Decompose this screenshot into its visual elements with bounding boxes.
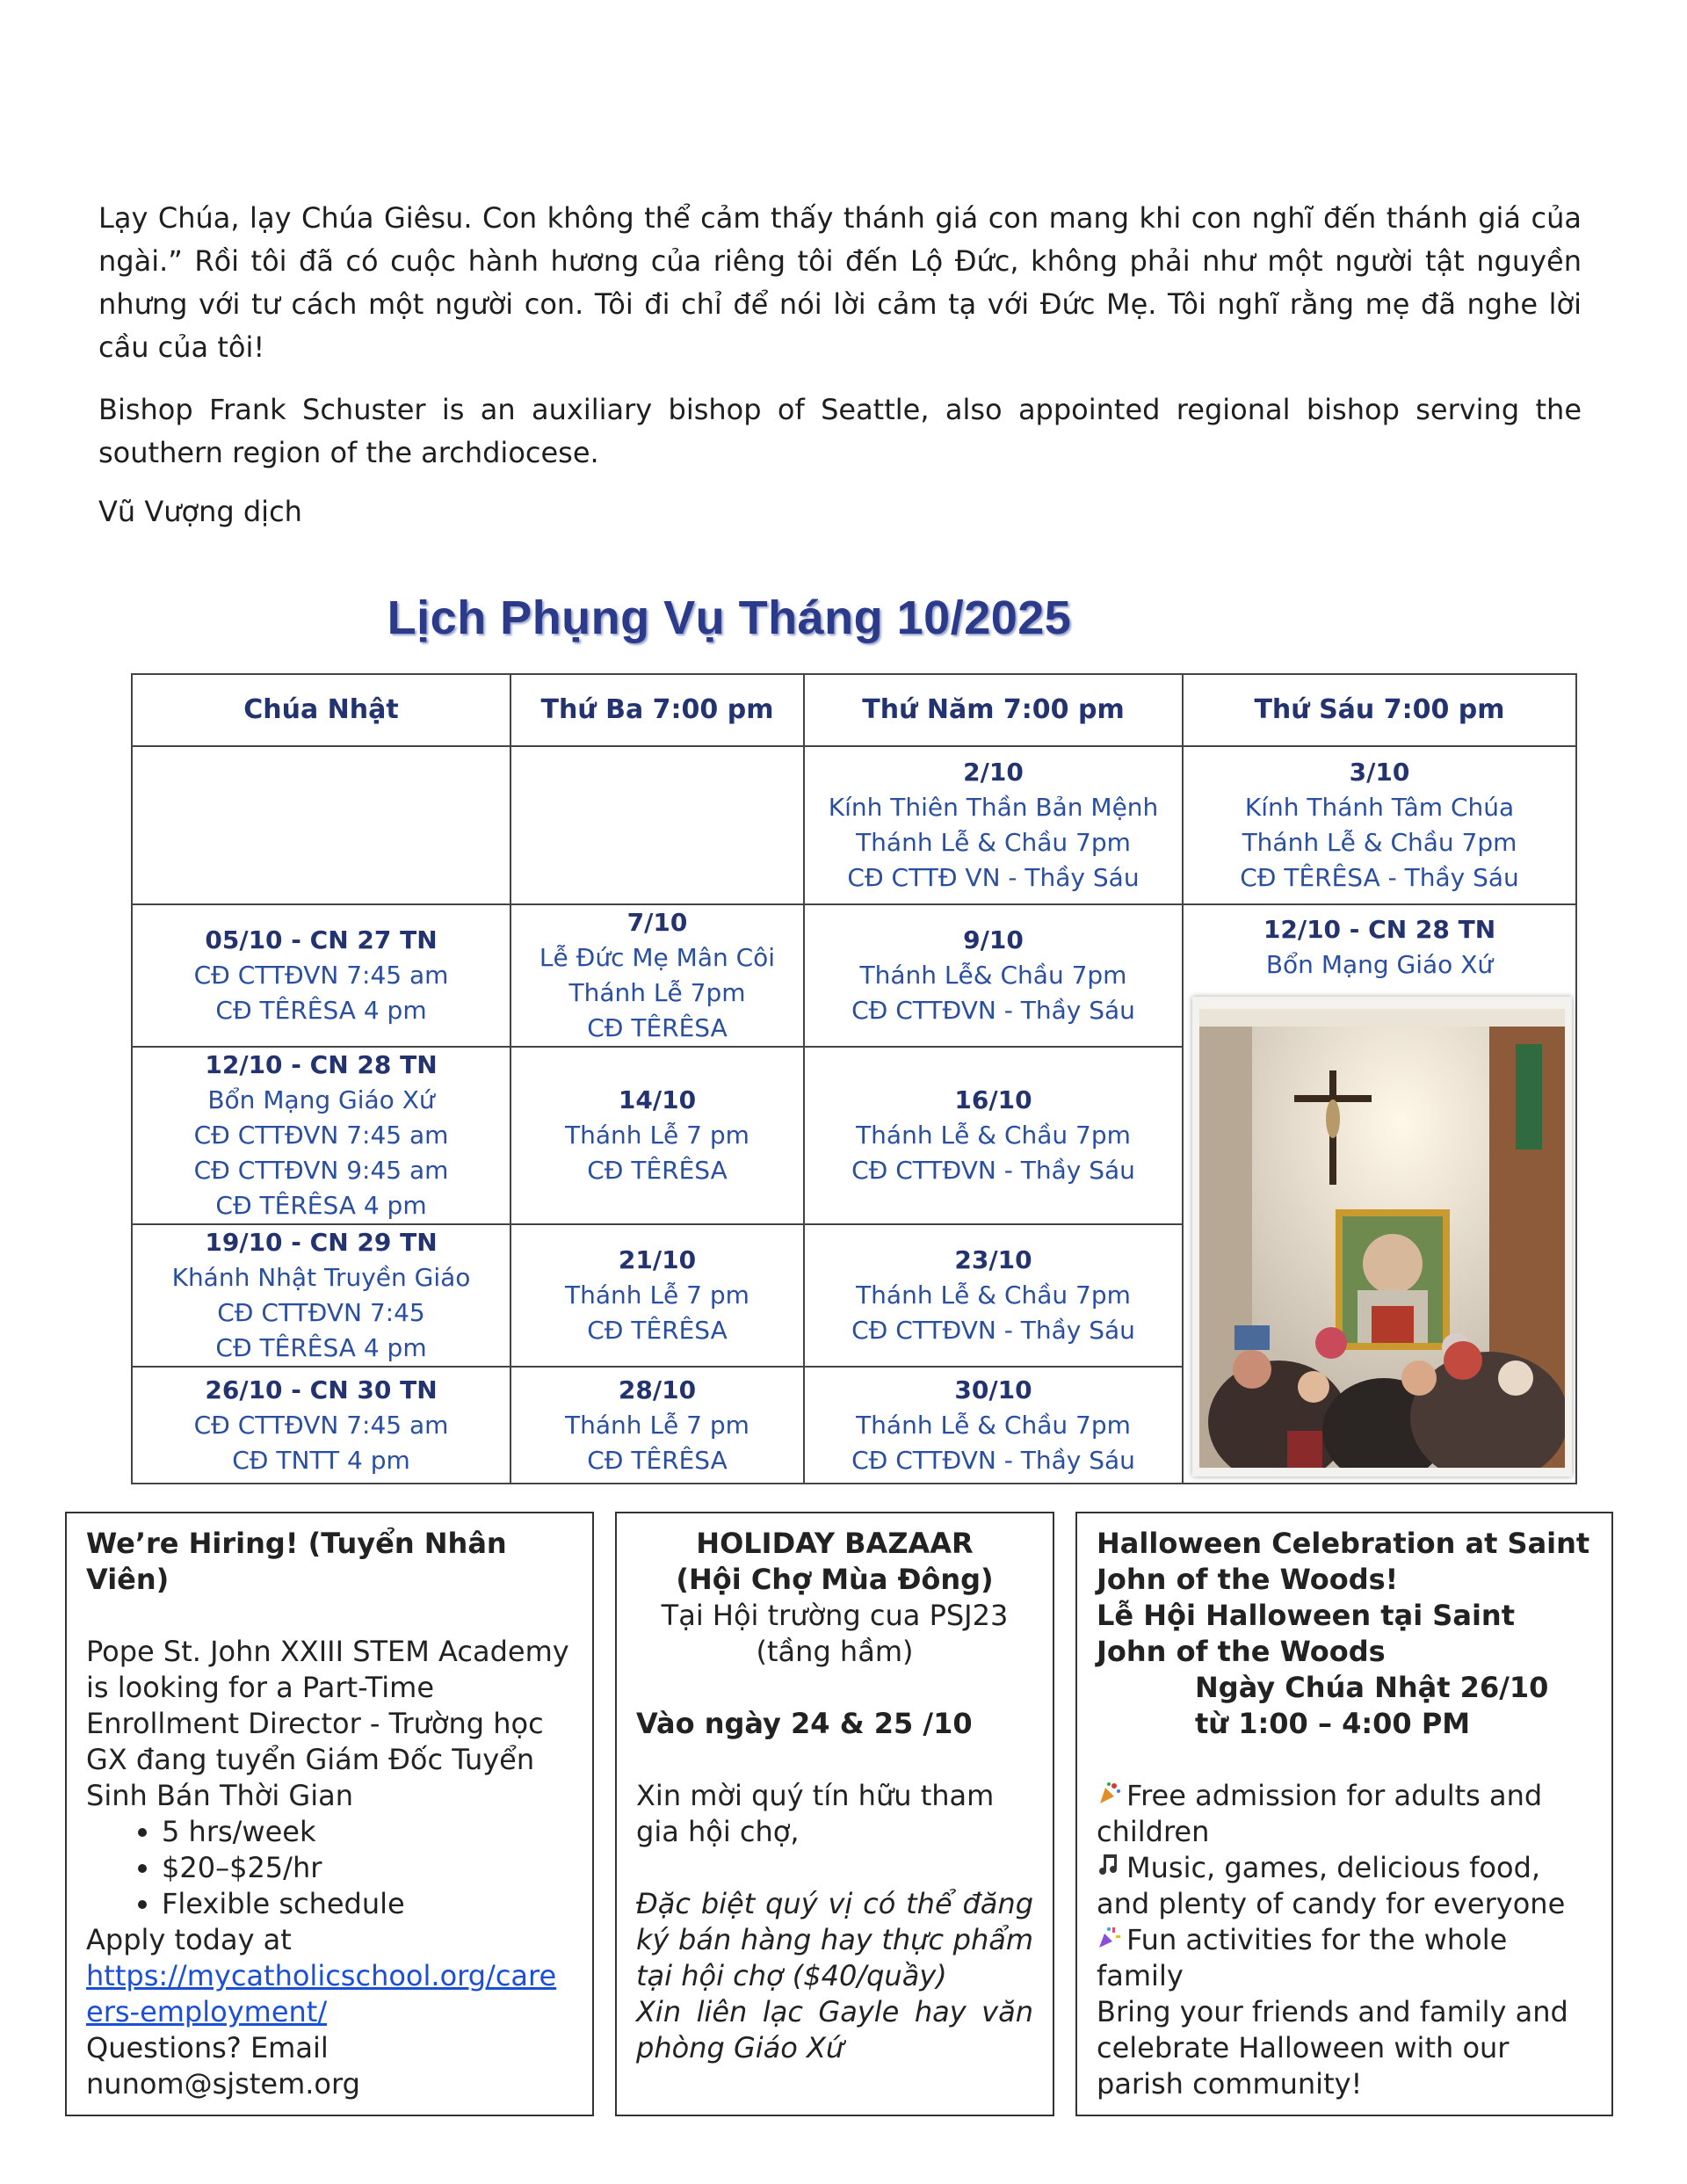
schedule-cell: 14/10 Thánh Lễ 7 pm CĐ TÊRÊSA <box>510 1047 804 1224</box>
translator-credit: Vũ Vượng dịch <box>98 495 302 528</box>
hiring-body: Pope St. John XXIII STEM Academy is looking for a Part-Time Enrollment Director - Trường học GX đang tuyển Giám Đốc Tuyển Sinh Bán Thời Gian <box>86 1635 569 1812</box>
schedule-cell: 2/10 Kính Thiên Thần Bản Mệnh Thánh Lễ & Chầu 7pm CĐ CTTĐ VN - Thầy Sáu <box>804 746 1183 904</box>
bazaar-subtitle: (Hội Chợ Mùa Đông) <box>676 1563 994 1596</box>
header-friday: Thứ Sáu 7:00 pm <box>1183 674 1576 746</box>
schedule-cell: 9/10 Thánh Lễ& Chầu 7pm CĐ CTTĐVN - Thầy Sáu <box>804 904 1183 1047</box>
schedule-cell: 16/10 Thánh Lễ & Chầu 7pm CĐ CTTĐVN - Thầy Sáu <box>804 1047 1183 1224</box>
party-popper-icon <box>1097 1778 1126 1814</box>
schedule-cell: 23/10 Thánh Lễ & Chầu 7pm CĐ CTTĐVN - Thầy Sáu <box>804 1224 1183 1367</box>
bazaar-date: Vào ngày 24 & 25 /10 <box>636 1707 973 1740</box>
header-tuesday: Thứ Ba 7:00 pm <box>510 674 804 746</box>
hiring-bullets <box>86 1814 573 1922</box>
schedule-row-week1 <box>132 746 1576 904</box>
schedule-cell: 05/10 - CN 27 TN CĐ CTTĐVN 7:45 am CĐ TÊRÊSA 4 pm <box>132 904 510 1047</box>
schedule-cell <box>132 746 510 904</box>
schedule-header-row <box>132 674 1576 746</box>
hiring-email: nunom@sjstem.org <box>86 2067 360 2101</box>
schedule-cell: 12/10 - CN 28 TN Bổn Mạng Giáo Xứ CĐ CTTĐVN 7:45 am CĐ CTTĐVN 9:45 am CĐ TÊRÊSA 4 pm <box>132 1047 510 1224</box>
hiring-questions-text: Questions? Email <box>86 2031 329 2064</box>
schedule-cell: 21/10 Thánh Lễ 7 pm CĐ TÊRÊSA <box>510 1224 804 1367</box>
halloween-date: Ngày Chúa Nhật 26/10 <box>1195 1671 1549 1704</box>
schedule-cell-feast: 12/10 - CN 28 TN Bổn Mạng Giáo Xứ <box>1183 904 1576 1484</box>
halloween-item: Music, games, delicious food, and plenty of candy for everyone <box>1097 1851 1566 1920</box>
halloween-title-vn: Lễ Hội Halloween tại Saint John of the Woods <box>1097 1599 1515 1668</box>
bazaar-contact: Xin liên lạc Gayle hay văn phòng Giáo Xứ <box>636 1995 1033 2064</box>
hiring-apply-text: Apply today at <box>86 1923 292 1956</box>
halloween-title-en: Halloween Celebration at Saint John of the Woods! <box>1097 1527 1590 1596</box>
hiring-title: We’re Hiring! (Tuyển Nhân Viên) <box>86 1527 507 1596</box>
halloween-item: Fun activities for the whole family <box>1097 1923 1508 1992</box>
schedule-cell: 26/10 - CN 30 TN CĐ CTTĐVN 7:45 am CĐ TNTT 4 pm <box>132 1367 510 1484</box>
schedule-cell <box>510 746 804 904</box>
halloween-closing: Bring your friends and family and celebrate Halloween with our parish community! <box>1097 1995 1568 2101</box>
hiring-box <box>65 1512 594 2116</box>
schedule-cell: 7/10 Lễ Đức Mẹ Mân Côi Thánh Lễ 7pm CĐ TÊRÊSA <box>510 904 804 1047</box>
bazaar-invite: Xin mời quý tín hữu tham gia hội chợ, <box>636 1779 995 1848</box>
article-paragraph-2: Bishop Frank Schuster is an auxiliary bishop of Seattle, also appointed regional bishop serving the southern region of the archdiocese. <box>98 393 1582 469</box>
music-notes-icon <box>1097 1850 1126 1886</box>
church-photo <box>1192 997 1572 1477</box>
halloween-item: Free admission for adults and children <box>1097 1779 1543 1848</box>
halloween-box <box>1075 1512 1613 2116</box>
list-item: • 5 hrs/week <box>162 1814 573 1850</box>
bazaar-vendor-note: Đặc biệt quý vị có thể đăng ký bán hàng hay thực phẩm tại hội chợ ($40/quầy) <box>636 1887 1033 1992</box>
careers-link[interactable]: https://mycatholicschool.org/careers-employment/ <box>86 1959 557 2028</box>
bazaar-box <box>615 1512 1054 2116</box>
schedule-cell: 3/10 Kính Thánh Tâm Chúa Thánh Lễ & Chầu 7pm CĐ TÊRÊSA - Thầy Sáu <box>1183 746 1576 904</box>
header-thursday: Thứ Năm 7:00 pm <box>804 674 1183 746</box>
schedule-cell: 30/10 Thánh Lễ & Chầu 7pm CĐ CTTĐVN - Thầy Sáu <box>804 1367 1183 1484</box>
bazaar-place: Tại Hội trường cua PSJ23 (tầng hầm) <box>661 1599 1009 1668</box>
bazaar-title: HOLIDAY BAZAAR <box>696 1527 974 1560</box>
header-sunday: Chúa Nhật <box>132 674 510 746</box>
schedule-title: Lịch Phụng Vụ Tháng 10/2025 <box>387 591 1072 644</box>
list-item: • Flexible schedule <box>162 1886 573 1922</box>
list-item: • $20–$25/hr <box>162 1850 573 1886</box>
halloween-time: từ 1:00 – 4:00 PM <box>1195 1707 1471 1740</box>
confetti-icon <box>1097 1922 1126 1958</box>
article-paragraph-1: Lạy Chúa, lạy Chúa Giêsu. Con không thể cảm thấy thánh giá con mang khi con nghĩ đến thánh giá của ngài.” Rồi tôi đã có cuộc hành hương của riêng tôi đến Lộ Đức, không phải như một người tật nguyền nhưng với tư cách một người con. Tôi đi chỉ để nói lời cảm tạ với Đức Mẹ. Tôi nghĩ rằng mẹ đã nghe lời cầu của tôi! <box>98 201 1582 364</box>
schedule-cell: 28/10 Thánh Lễ 7 pm CĐ TÊRÊSA <box>510 1367 804 1484</box>
schedule-cell: 19/10 - CN 29 TN Khánh Nhật Truyền Giáo CĐ CTTĐVN 7:45 CĐ TÊRÊSA 4 pm <box>132 1224 510 1367</box>
